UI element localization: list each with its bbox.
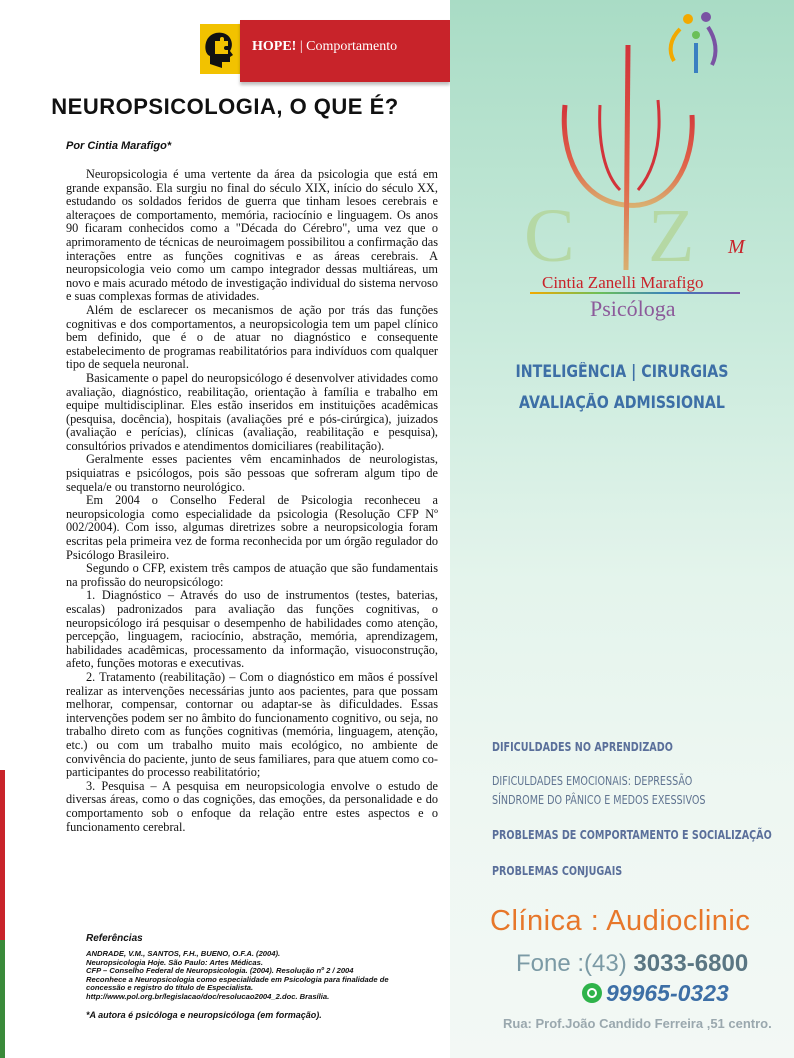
service-line: AVALIAÇÃO ADMISSIONAL <box>519 393 725 412</box>
article-body <box>66 168 438 834</box>
condition-item: DIFICULDADES NO APRENDIZADO <box>492 740 673 754</box>
psi-symbol-logo-icon <box>520 5 760 280</box>
section-header-text <box>252 39 397 55</box>
author-note: *A autora é psicóloga e neuropsicóloga (em formação). <box>86 1009 322 1020</box>
head-puzzle-icon <box>200 24 240 74</box>
condition-item: PROBLEMAS DE COMPORTAMENTO E SOCIALIZAÇÃO <box>492 828 772 842</box>
logo-letter-c: C <box>524 194 575 278</box>
advertisement-panel <box>450 0 794 1058</box>
edge-stripe-green <box>0 940 5 1058</box>
reference-line: concessão e registro do título de Especialista. <box>86 983 254 993</box>
logo-name: Cintia Zanelli Marafigo <box>542 273 704 292</box>
whatsapp <box>606 980 729 1007</box>
reference-line: Reconhece a Neuropsicologia como especialidade em Psicologia para finalidade de <box>86 974 389 984</box>
list-item-pesquisa: 3. Pesquisa – A pesquisa em neuropsicologia envolve o estudo de diversas áreas, como o das cognições, das emoções, da personalidade e do comportamento sob o enfoque da relação entre estes aspectos e o funcionamento cerebral. <box>66 778 438 834</box>
phone-number[interactable]: 3033-6800 <box>633 950 749 977</box>
references <box>86 933 436 1020</box>
article-author: Por Cintia Marafigo* <box>66 140 172 152</box>
paragraph: Em 2004 o Conselho Federal de Psicologia reconheceu a neuropsicologia como especialidade da psicologia (Resolução CFP Nº 002/2004). Com isso, algumas diretrizes sobre a neuropsicologia foram escritas pela primeira vez de forma reconhecida por um órgão regulador do Psicólogo Brasileiro. <box>66 493 438 562</box>
section-name: Comportamento <box>306 39 398 54</box>
whatsapp-icon <box>582 983 602 1003</box>
logo-role: Psicóloga <box>590 296 676 321</box>
address: Rua: Prof.João Candido Ferreira ,51 centro. <box>503 1016 772 1031</box>
article-title: NEUROPSICOLOGIA, O QUE É? <box>51 94 399 119</box>
list-item-tratamento: 2. Tratamento (reabilitação) – Com o diagnóstico em mãos é possível realizar as intervenções necessárias junto aos pacientes, para que possam melhorar, compensar, contornar ou adaptar-se às dificuldades. Essas intervenções podem ser no âmbito do funcionamento cognitivo, ou seja, no trabalho direto com as funções cognitivas (memória, linguagem, atenção, etc.) ou com um trabalho muito mais ecológico, no ambiente de convivência do paciente, junto de seus familiares, para que atuem como co-participantes do processo reabilitatório; <box>66 669 438 780</box>
reference-line: Neuropsicologia Hoje. São Paulo: Artes Médicas. <box>86 957 263 967</box>
reference-line: CFP – Conselho Federal de Neuropsicologia. (2004). Resolução nº 2 / 2004 <box>86 966 354 976</box>
whatsapp-number[interactable]: 99965-0323 <box>606 980 729 1006</box>
service-line: INTELIGÊNCIA | CIRURGIAS <box>515 362 729 381</box>
phone-label: Fone :(43) <box>516 950 627 977</box>
paragraph: Basicamente o papel do neuropsicólogo é desenvolver atividades como avaliação, diagnóstico, reabilitação, orientação à família e trabalho em equipe multidisciplinar. Eles estão inseridos em instituições acadêmicas (pesquisa, docência), hospitais (avaliações pré e pós-cirúrgica), juizados (avaliação e perícias), clínicas (avaliação, reabilitação e pesquisa), consultórios privados e atendimentos domiciliares (reabilitação). <box>66 370 438 453</box>
logo-letter-z: Z <box>648 194 695 278</box>
section-header <box>240 20 450 82</box>
references-title: Referências <box>86 933 143 944</box>
paragraph: Segundo o CFP, existem três campos de atuação que são fundamentais na profissão do neuropsicólogo: <box>66 561 438 589</box>
list-item-diagnostico: 1. Diagnóstico – Através do uso de instrumentos (testes, baterias, escalas) padronizados para avaliação das funções cognitivas, o neuropsicólogo irá pesquisar o desempenho de habilidades como atenção, percepção, linguagem, raciocínio, abstração, memória, aprendizagem, habilidades acadêmicas, processamento da informação, visuoconstrução, afeto, funções motoras e executivas. <box>66 588 438 671</box>
logo-letter-m: M <box>728 236 745 258</box>
condition-item: SÍNDROME DO PÂNICO E MEDOS EXESSIVOS <box>492 793 706 807</box>
reference-link[interactable]: http://www.pol.org.br/legislacao/doc/resolucao2004_2.doc. Brasília. <box>86 991 330 1001</box>
phone <box>516 950 748 978</box>
logo-divider <box>530 292 740 294</box>
paragraph: Neuropsicologia é uma vertente da área da psicologia que está em grande expansão. Ela surgiu no final do século XIX, início do século XX, estudando os soldados feridos de guerra que tinham lesoes cerebrais e alteraçoes de comportamento, memória, raciocínio e linguagem. Os anos 90 ficaram conhecidos como a "Década do Cérebro", uma vez que o aprimoramento de técnicas de neuroimagem possibilitou a confirmação das interações entre as funções cognitivas e as áreas cerebrais. A neuropsicologia veio como um campo integrador dessas multiáreas, um novo e mais acurado método de investigação individual do sistema nervoso e suas complexas formas de atividades. <box>66 167 438 304</box>
paragraph: Além de esclarecer os mecanismos de ação por trás das funções cognitivas e dos comportamentos, a neuropsicologia tem um papel clínico bem definido, que é o de atuar no diagnóstico e consequente estabelecimento de programas reabilitatórios para indivíduos com qualquer tipo de sequela neuronal. <box>66 302 438 372</box>
condition-item: DIFICULDADES EMOCIONAIS: DEPRESSÃO <box>492 774 693 788</box>
magazine-brand: HOPE! <box>252 39 297 54</box>
paragraph: Geralmente esses pacientes vêm encaminhados de neurologistas, psiquiatras e psicólogos, pois são pessoas que sofreram algum tipo de sequela/e ou transtorno neurológico. <box>66 452 438 494</box>
condition-item: PROBLEMAS CONJUGAIS <box>492 864 623 878</box>
reference-line: ANDRADE, V.M., SANTOS, F.H., BUENO, O.F.A. (2004). <box>86 949 281 958</box>
clinic-name: Clínica : Audioclinic <box>490 905 751 937</box>
header-separator: | <box>299 39 303 54</box>
